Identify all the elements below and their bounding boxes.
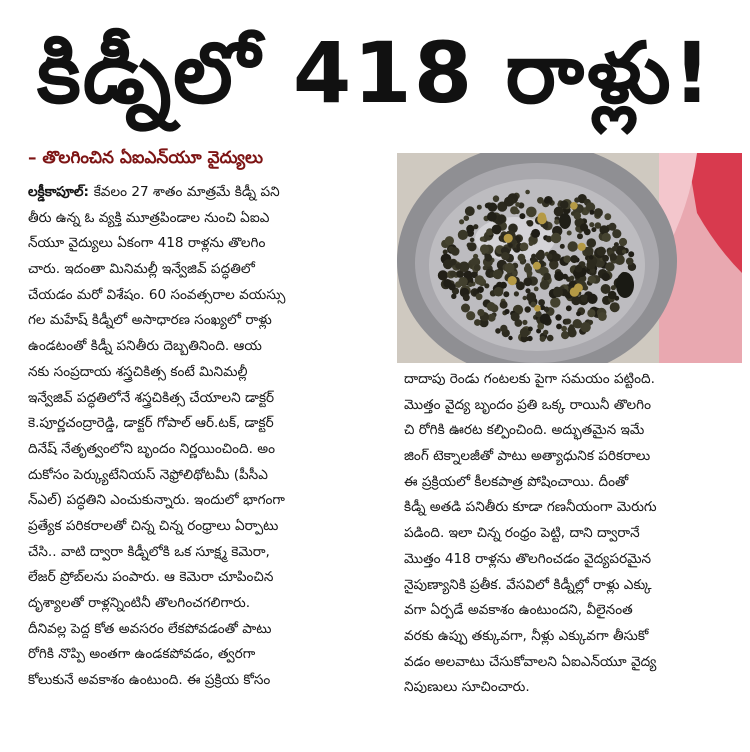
article-line-text: కోలుకునే అవకాశం ఉంటుంది. ఈ ప్రక్రియ కోసం xyxy=(28,672,271,689)
subheadline: – తొలగించిన ఏఐఎన్‌యూ వైద్యులు xyxy=(28,148,263,168)
article-line-text: నైపుణ్యానికి ప్రతీక. వేసవిలో కిడ్నీల్లో రాళ్లు ఎక్కు xyxy=(404,576,652,593)
article-line xyxy=(28,257,390,283)
article-line xyxy=(28,514,390,540)
article-line-text: దుకోసం పెర్క్యుటేనియస్‌ నెఫ్రోలిథోటమీ (పీసీఎ xyxy=(28,466,268,483)
article-line xyxy=(404,675,726,701)
article-line xyxy=(404,521,726,547)
article-line-text: మొత్తం 418 రాళ్లను తొలగించడం వైద్యపరమైన xyxy=(404,550,652,567)
article-line-text: వగా ఏర్పడే అవకాశం ఉంటుందని, వీలైనంత xyxy=(404,602,633,619)
article-line xyxy=(28,540,390,566)
article-line xyxy=(404,650,726,676)
article-line-text: గల మహేష్‌ కిడ్నీలో అసాధారణ సంఖ్యలో రాళ్లు xyxy=(28,312,272,329)
article-line-text: జింగ్‌ టెక్నాలజీతో పాటు అత్యాధునిక పరికరాలు xyxy=(404,448,651,465)
article-line xyxy=(28,180,390,206)
article-right-column xyxy=(404,367,726,701)
article-line xyxy=(28,437,390,463)
article-line-text: తీరు ఉన్న ఓ వ్యక్తి మూత్రపిండాల నుంచి ఏఐఎ xyxy=(28,209,270,226)
headline: కిడ్నీలో 418 రాళ్లు! xyxy=(36,24,714,122)
article-line-text: దృశ్యాలతో రాళ్లన్నింటినీ తొలగించగలిగారు. xyxy=(28,595,251,611)
article-line-text: ఈ ప్రక్రియలో కీలకపాత్ర పోషించాయి. దీంతో xyxy=(404,473,629,490)
article-line xyxy=(404,444,726,470)
article-line-text: చారు. ఇదంతా మినిమల్లీ ఇన్వేజివ్‌ పద్ధతిలో xyxy=(28,261,255,278)
dateline: లక్డీకాపూల్‌: xyxy=(28,184,94,200)
article-line xyxy=(404,495,726,521)
article-line-text: పడింది. ఇలా చిన్న రంధ్రం పెట్టి, దాని ద్వారానే xyxy=(404,525,640,542)
article-line xyxy=(404,470,726,496)
article-line xyxy=(404,393,726,419)
article-line-text: లేజర్‌ ప్రోబ్‌లను పంపారు. ఆ కెమెరా చూపించిన xyxy=(28,569,274,586)
article-line xyxy=(28,642,390,668)
article-line xyxy=(28,231,390,257)
article-line-text: నకు సంప్రదాయ శస్త్రచికిత్స కంటే మినిమల్లీ xyxy=(28,363,248,380)
article-line-text: న్‌ఎల్‌) పద్ధతిని ఎంచుకున్నారు. ఇందులో భాగంగా xyxy=(28,492,285,509)
article-line-text: కేవలం 27 శాతం మాత్రమే కిడ్నీ పని xyxy=(93,184,280,200)
article-line-text: ఉండటంతో కిడ్నీ పనితీరు దెబ్బతినింది. ఆయ xyxy=(28,338,262,355)
article-line xyxy=(404,418,726,444)
article-line xyxy=(28,668,390,694)
article-line-text: కె.పూర్ణచంద్రారెడ్డి, డాక్టర్‌ గోపాల్‌ ఆర్‌.టక్‌, డాక్టర్‌ xyxy=(28,415,274,432)
article-line xyxy=(404,598,726,624)
article-line xyxy=(28,463,390,489)
article-line xyxy=(28,591,390,617)
article-line-text: నిపుణులు సూచించారు. xyxy=(404,679,530,696)
kidney-stones-photo xyxy=(397,153,742,363)
article-line xyxy=(28,334,390,360)
article-line-text: దినేష్‌ నేతృత్వంలోని బృందం నిర్ణయించింది. అం xyxy=(28,440,276,457)
article-line-text: దాదాపు రెండు గంటలకు పైగా సమయం పట్టింది. xyxy=(404,371,655,387)
article-line-text: చి రోగికి ఊరట కల్పించింది. అద్భుతమైన ఇమే xyxy=(404,422,645,439)
article-line xyxy=(28,360,390,386)
article-line xyxy=(28,617,390,643)
article-line-text: రోగికి నొప్పి అంతగా ఉండకపోవడం, త్వరగా xyxy=(28,646,256,663)
article-line xyxy=(28,283,390,309)
article-line xyxy=(404,547,726,573)
article-line-text: చేయడం మరో విశేషం. 60 సంవత్సరాల వయస్సు xyxy=(28,286,286,303)
article-line-text: చేసి.. వాటి ద్వారా కిడ్నీలోకి ఒక సూక్ష్మ కెమెరా, xyxy=(28,543,270,560)
article-line-text: ఇన్వేజివ్‌ పద్ధతిలోనే శస్త్రచికిత్స చేయాలని డాక్టర్‌ xyxy=(28,389,275,406)
article-line xyxy=(28,206,390,232)
article-line-text: వరకు ఉప్పు తక్కువగా, నీళ్లు ఎక్కువగా తీసుకో xyxy=(404,627,649,644)
article-line xyxy=(404,573,726,599)
article-left-column xyxy=(28,180,390,694)
article-line xyxy=(28,386,390,412)
article-line xyxy=(28,488,390,514)
article-line xyxy=(28,565,390,591)
article-line xyxy=(404,367,726,393)
article-line xyxy=(28,411,390,437)
article-line-text: ప్రత్యేక పరికరాలతో చిన్న చిన్న రంధ్రాలు ఏర్పాటు xyxy=(28,517,279,534)
article-line-text: కిడ్నీ అతడి పనితీరు కూడా గణనీయంగా మెరుగు xyxy=(404,499,657,516)
article-line xyxy=(28,308,390,334)
article-line-text: మొత్తం వైద్య బృందం ప్రతి ఒక్క రాయినీ తొలగిం xyxy=(404,396,651,413)
article-line xyxy=(404,624,726,650)
kidney-stones-photo-graphic xyxy=(397,153,742,363)
article-line-text: వడం అలవాటు చేసుకోవాలని ఏఐఎన్‌యూ వైద్య xyxy=(404,653,657,670)
article-line-text: దీనివల్ల పెద్ద కోత అవసరం లేకపోవడంతో పాటు xyxy=(28,620,272,637)
article-line-text: న్‌యూ వైద్యులు ఏకంగా 418 రాళ్లను తొలగిం xyxy=(28,235,266,252)
